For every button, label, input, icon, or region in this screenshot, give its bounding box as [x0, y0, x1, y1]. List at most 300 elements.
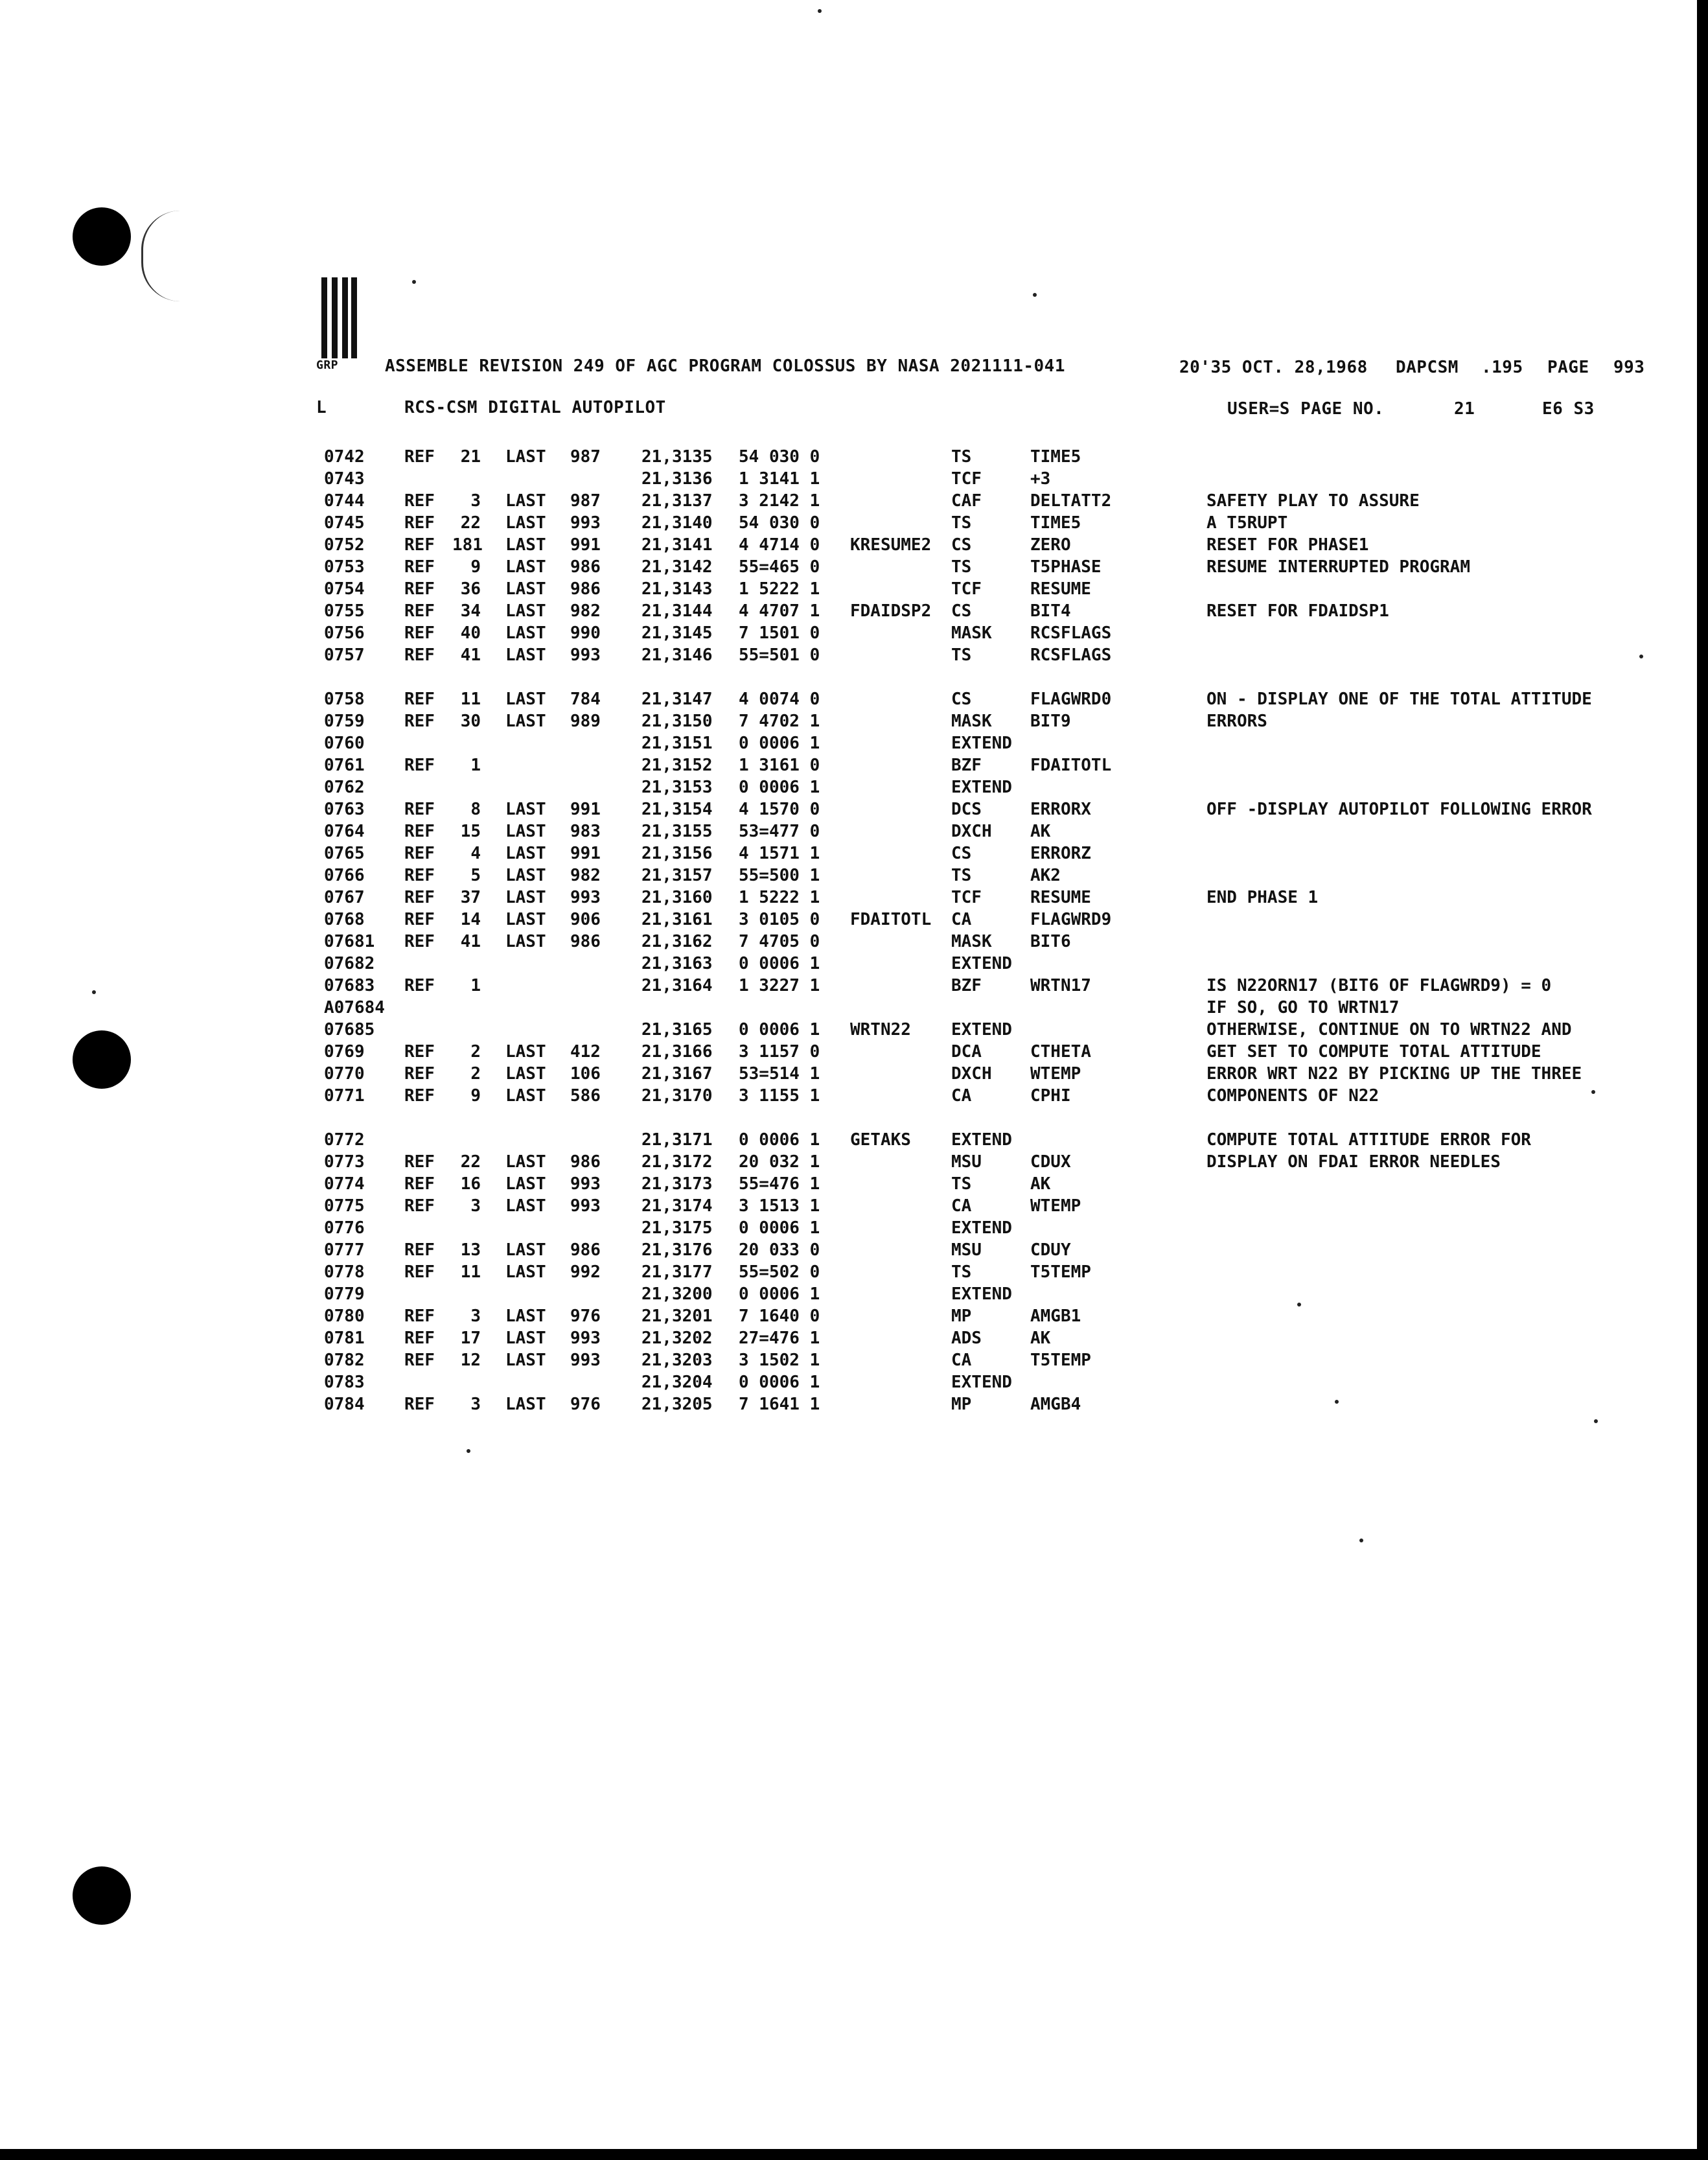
operand: RESUME — [1030, 579, 1091, 599]
ref-marker: REF — [404, 1174, 435, 1194]
octal-code: 0 0006 1 — [739, 954, 820, 973]
opcode: MP — [951, 1395, 972, 1414]
opcode: CS — [951, 690, 972, 709]
listing-row — [0, 1152, 1708, 1174]
header-build: .195 — [1481, 358, 1523, 377]
comment: RESET FOR FDAIDSP1 — [1206, 601, 1389, 621]
address: 21,3143 — [641, 579, 713, 599]
sequence-number: 0761 — [324, 756, 365, 775]
listing-row — [0, 1174, 1708, 1196]
opcode: EXTEND — [951, 954, 1012, 973]
opcode: EXTEND — [951, 1284, 1012, 1304]
section-prefix: L — [316, 398, 327, 417]
last-reference: 986 — [570, 932, 601, 951]
listing-row — [0, 579, 1708, 601]
sequence-number: 0744 — [324, 491, 365, 511]
last-reference: 987 — [570, 491, 601, 511]
opcode: CA — [951, 1086, 972, 1106]
ref-count: 13 — [460, 1240, 481, 1260]
sequence-number: 0774 — [324, 1174, 365, 1194]
sequence-number: 0778 — [324, 1262, 365, 1282]
address: 21,3177 — [641, 1262, 713, 1282]
opcode: MP — [951, 1306, 972, 1326]
last-marker: LAST — [505, 866, 546, 885]
octal-code: 0 0006 1 — [739, 1020, 820, 1039]
listing-row — [0, 1020, 1708, 1042]
comment: ERROR WRT N22 BY PICKING UP THE THREE — [1206, 1064, 1582, 1084]
ref-count: 12 — [460, 1351, 481, 1370]
address: 21,3204 — [641, 1373, 713, 1392]
octal-code: 7 4702 1 — [739, 712, 820, 731]
operand: FLAGWRD9 — [1030, 910, 1112, 929]
address: 21,3141 — [641, 535, 713, 555]
ref-marker: REF — [404, 1196, 435, 1216]
opcode: EXTEND — [951, 1218, 1012, 1238]
last-marker: LAST — [505, 690, 546, 709]
address: 21,3152 — [641, 756, 713, 775]
listing-row — [0, 469, 1708, 491]
ref-marker: REF — [404, 1262, 435, 1282]
octal-code: 1 5222 1 — [739, 888, 820, 907]
ref-count: 41 — [460, 645, 481, 665]
speck — [412, 280, 416, 284]
octal-code: 4 4707 1 — [739, 601, 820, 621]
ref-count: 4 — [470, 844, 481, 863]
ref-count: 3 — [470, 1306, 481, 1326]
address: 21,3172 — [641, 1152, 713, 1172]
opcode: MASK — [951, 932, 992, 951]
scan-edge-right — [1697, 0, 1708, 2160]
last-marker: LAST — [505, 1240, 546, 1260]
opcode: DCA — [951, 1042, 982, 1062]
address: 21,3167 — [641, 1064, 713, 1084]
ref-count: 3 — [470, 1395, 481, 1414]
listing-row — [0, 513, 1708, 535]
ref-marker: REF — [404, 800, 435, 819]
sequence-number: A07684 — [324, 998, 385, 1017]
octal-code: 1 3141 1 — [739, 469, 820, 489]
ref-marker: REF — [404, 910, 435, 929]
opcode: MASK — [951, 623, 992, 643]
octal-code: 3 0105 0 — [739, 910, 820, 929]
address: 21,3140 — [641, 513, 713, 533]
last-marker: LAST — [505, 1064, 546, 1084]
last-marker: LAST — [505, 1196, 546, 1216]
sequence-number: 07681 — [324, 932, 375, 951]
last-reference: 991 — [570, 535, 601, 555]
last-reference: 976 — [570, 1395, 601, 1414]
ref-marker: REF — [404, 844, 435, 863]
operand: AMGB4 — [1030, 1395, 1081, 1414]
opcode: TS — [951, 447, 972, 467]
address: 21,3144 — [641, 601, 713, 621]
octal-code: 0 0006 1 — [739, 1373, 820, 1392]
octal-code: 0 0006 1 — [739, 1284, 820, 1304]
opcode: MSU — [951, 1240, 982, 1260]
listing-row — [0, 1306, 1708, 1329]
listing-row — [0, 601, 1708, 623]
comment: IF SO, GO TO WRTN17 — [1206, 998, 1400, 1017]
opcode: CA — [951, 1196, 972, 1216]
operand: +3 — [1030, 469, 1051, 489]
address: 21,3163 — [641, 954, 713, 973]
ref-marker: REF — [404, 1306, 435, 1326]
last-reference: 784 — [570, 690, 601, 709]
octal-code: 55=500 1 — [739, 866, 820, 885]
sequence-number: 0765 — [324, 844, 365, 863]
operand: ERRORX — [1030, 800, 1091, 819]
operand: RCSFLAGS — [1030, 645, 1112, 665]
sequence-number: 0752 — [324, 535, 365, 555]
ref-marker: REF — [404, 888, 435, 907]
listing-row — [0, 932, 1708, 954]
ref-count: 3 — [470, 491, 481, 511]
ref-marker: REF — [404, 645, 435, 665]
octal-code: 1 5222 1 — [739, 579, 820, 599]
octal-code: 27=476 1 — [739, 1329, 820, 1348]
header-marker: GRP — [316, 358, 339, 372]
octal-code: 1 3227 1 — [739, 976, 820, 995]
ref-marker: REF — [404, 579, 435, 599]
address: 21,3146 — [641, 645, 713, 665]
sequence-number: 0757 — [324, 645, 365, 665]
opcode: ADS — [951, 1329, 982, 1348]
listing-row — [0, 888, 1708, 910]
operand: CTHETA — [1030, 1042, 1091, 1062]
address: 21,3160 — [641, 888, 713, 907]
opcode: EXTEND — [951, 734, 1012, 753]
octal-code: 7 1641 1 — [739, 1395, 820, 1414]
last-marker: LAST — [505, 1174, 546, 1194]
listing-row — [0, 844, 1708, 866]
sequence-number: 0759 — [324, 712, 365, 731]
listing-row — [0, 954, 1708, 976]
last-reference: 991 — [570, 800, 601, 819]
last-reference: 993 — [570, 1329, 601, 1348]
operand: T5TEMP — [1030, 1262, 1091, 1282]
comment: COMPONENTS OF N22 — [1206, 1086, 1379, 1106]
last-marker: LAST — [505, 1395, 546, 1414]
operand: AK — [1030, 1329, 1051, 1348]
opcode: DXCH — [951, 1064, 992, 1084]
last-reference: 993 — [570, 888, 601, 907]
address: 21,3153 — [641, 778, 713, 797]
octal-code: 0 0006 1 — [739, 778, 820, 797]
ref-marker: REF — [404, 491, 435, 511]
octal-code: 1 3161 0 — [739, 756, 820, 775]
last-reference: 991 — [570, 844, 601, 863]
ref-marker: REF — [404, 1329, 435, 1348]
listing-row — [0, 976, 1708, 998]
listing-row — [0, 712, 1708, 734]
address: 21,3170 — [641, 1086, 713, 1106]
last-marker: LAST — [505, 712, 546, 731]
last-reference: 983 — [570, 822, 601, 841]
header-datetime: 20'35 OCT. 28,1968 — [1179, 358, 1368, 377]
last-marker: LAST — [505, 535, 546, 555]
sequence-number: 0779 — [324, 1284, 365, 1304]
last-marker: LAST — [505, 1306, 546, 1326]
listing-row — [0, 778, 1708, 800]
operand: FLAGWRD0 — [1030, 690, 1112, 709]
ref-count: 22 — [460, 513, 481, 533]
last-marker: LAST — [505, 645, 546, 665]
last-reference: 989 — [570, 712, 601, 731]
listing-row — [0, 866, 1708, 888]
address: 21,3135 — [641, 447, 713, 467]
ref-count: 16 — [460, 1174, 481, 1194]
ref-count: 36 — [460, 579, 481, 599]
address: 21,3137 — [641, 491, 713, 511]
listing-row — [0, 822, 1708, 844]
last-reference: 106 — [570, 1064, 601, 1084]
address: 21,3173 — [641, 1174, 713, 1194]
ref-marker: REF — [404, 866, 435, 885]
ref-count: 1 — [470, 756, 481, 775]
address: 21,3203 — [641, 1351, 713, 1370]
ref-marker: REF — [404, 690, 435, 709]
last-reference: 986 — [570, 1240, 601, 1260]
ref-marker: REF — [404, 623, 435, 643]
comment: RESUME INTERRUPTED PROGRAM — [1206, 557, 1470, 577]
label: FDAIDSP2 — [850, 601, 932, 621]
address: 21,3150 — [641, 712, 713, 731]
octal-code: 4 1570 0 — [739, 800, 820, 819]
ref-marker: REF — [404, 932, 435, 951]
octal-code: 0 0006 1 — [739, 1130, 820, 1150]
ref-marker: REF — [404, 535, 435, 555]
operand: WRTN17 — [1030, 976, 1091, 995]
octal-code: 4 1571 1 — [739, 844, 820, 863]
last-marker: LAST — [505, 932, 546, 951]
sequence-number: 0784 — [324, 1395, 365, 1414]
listing-row — [0, 734, 1708, 756]
sequence-number: 0767 — [324, 888, 365, 907]
address: 21,3164 — [641, 976, 713, 995]
opcode: BZF — [951, 756, 982, 775]
address: 21,3161 — [641, 910, 713, 929]
sequence-number: 0753 — [324, 557, 365, 577]
octal-code: 3 1502 1 — [739, 1351, 820, 1370]
last-reference: 586 — [570, 1086, 601, 1106]
octal-code: 53=514 1 — [739, 1064, 820, 1084]
octal-code: 55=501 0 — [739, 645, 820, 665]
sequence-number: 0777 — [324, 1240, 365, 1260]
header-title: ASSEMBLE REVISION 249 OF AGC PROGRAM COLOSSUS BY NASA 2021111-041 — [385, 356, 1065, 376]
octal-code: 7 1640 0 — [739, 1306, 820, 1326]
speck — [818, 9, 822, 13]
ref-count: 30 — [460, 712, 481, 731]
opcode: CAF — [951, 491, 982, 511]
punch-hole-bottom — [73, 1866, 131, 1925]
last-reference: 993 — [570, 1174, 601, 1194]
operand: AK — [1030, 822, 1051, 841]
ref-marker: REF — [404, 1152, 435, 1172]
listing-row — [0, 1218, 1708, 1240]
listing-row — [0, 1262, 1708, 1284]
last-reference: 993 — [570, 1196, 601, 1216]
last-marker: LAST — [505, 822, 546, 841]
listing-row — [0, 800, 1708, 822]
octal-code: 55=476 1 — [739, 1174, 820, 1194]
scan-edge-bottom — [0, 2149, 1708, 2160]
comment: ON - DISPLAY ONE OF THE TOTAL ATTITUDE — [1206, 690, 1592, 709]
speck — [1591, 1090, 1595, 1094]
ref-count: 8 — [470, 800, 481, 819]
last-reference: 990 — [570, 623, 601, 643]
sequence-number: 0760 — [324, 734, 365, 753]
listing-row — [0, 491, 1708, 513]
listing — [0, 447, 1708, 1417]
last-reference: 976 — [570, 1306, 601, 1326]
sequence-number: 0743 — [324, 469, 365, 489]
operand: AMGB1 — [1030, 1306, 1081, 1326]
last-marker: LAST — [505, 513, 546, 533]
ref-count: 14 — [460, 910, 481, 929]
ref-marker: REF — [404, 822, 435, 841]
last-reference: 986 — [570, 1152, 601, 1172]
last-marker: LAST — [505, 1042, 546, 1062]
sequence-number: 0766 — [324, 866, 365, 885]
last-reference: 412 — [570, 1042, 601, 1062]
listing-row — [0, 1196, 1708, 1218]
octal-code: 54 030 0 — [739, 447, 820, 467]
speck — [1594, 1419, 1598, 1423]
code-reference: E6 S3 — [1542, 399, 1595, 419]
opcode: EXTEND — [951, 1373, 1012, 1392]
sequence-number: 0769 — [324, 1042, 365, 1062]
operand: CDUY — [1030, 1240, 1071, 1260]
operand: ZERO — [1030, 535, 1071, 555]
octal-code: 3 1513 1 — [739, 1196, 820, 1216]
ref-marker: REF — [404, 1064, 435, 1084]
ref-count: 1 — [470, 976, 481, 995]
listing-row — [0, 1395, 1708, 1417]
address: 21,3202 — [641, 1329, 713, 1348]
address: 21,3147 — [641, 690, 713, 709]
last-marker: LAST — [505, 1262, 546, 1282]
speck — [92, 990, 96, 994]
ref-count: 181 — [452, 535, 483, 555]
label: FDAITOTL — [850, 910, 932, 929]
ref-count: 22 — [460, 1152, 481, 1172]
listing-row — [0, 1373, 1708, 1395]
ref-marker: REF — [404, 712, 435, 731]
sequence-number: 0773 — [324, 1152, 365, 1172]
ref-count: 9 — [470, 557, 481, 577]
address: 21,3145 — [641, 623, 713, 643]
header-program: DAPCSM — [1396, 358, 1459, 377]
opcode: TS — [951, 866, 972, 885]
listing-row — [0, 1064, 1708, 1086]
listing-row — [0, 535, 1708, 557]
address: 21,3154 — [641, 800, 713, 819]
sequence-number: 0742 — [324, 447, 365, 467]
sequence-number: 0776 — [324, 1218, 365, 1238]
listing-row — [0, 623, 1708, 645]
last-marker: LAST — [505, 1351, 546, 1370]
opcode: DCS — [951, 800, 982, 819]
opcode: CS — [951, 601, 972, 621]
label: KRESUME2 — [850, 535, 932, 555]
opcode: TCF — [951, 579, 982, 599]
sequence-number: 0763 — [324, 800, 365, 819]
sequence-number: 0755 — [324, 601, 365, 621]
last-marker: LAST — [505, 601, 546, 621]
operand: T5PHASE — [1030, 557, 1102, 577]
address: 21,3176 — [641, 1240, 713, 1260]
address: 21,3175 — [641, 1218, 713, 1238]
address: 21,3165 — [641, 1020, 713, 1039]
operand: T5TEMP — [1030, 1351, 1091, 1370]
octal-code: 7 4705 0 — [739, 932, 820, 951]
comment: GET SET TO COMPUTE TOTAL ATTITUDE — [1206, 1042, 1541, 1062]
ref-count: 40 — [460, 623, 481, 643]
listing-row — [0, 447, 1708, 469]
last-marker: LAST — [505, 491, 546, 511]
ref-marker: REF — [404, 557, 435, 577]
ref-count: 5 — [470, 866, 481, 885]
user-page-number: 21 — [1454, 399, 1475, 419]
opcode: EXTEND — [951, 1130, 1012, 1150]
ref-marker: REF — [404, 1086, 435, 1106]
last-reference: 987 — [570, 447, 601, 467]
octal-code: 0 0006 1 — [739, 1218, 820, 1238]
last-marker: LAST — [505, 623, 546, 643]
sequence-number: 0758 — [324, 690, 365, 709]
octal-code: 53=477 0 — [739, 822, 820, 841]
comment: END PHASE 1 — [1206, 888, 1319, 907]
address: 21,3174 — [641, 1196, 713, 1216]
speck — [1639, 655, 1643, 658]
sequence-number: 0782 — [324, 1351, 365, 1370]
operand: TIME5 — [1030, 447, 1081, 467]
octal-code: 20 033 0 — [739, 1240, 820, 1260]
opcode: CA — [951, 910, 972, 929]
ref-marker: REF — [404, 756, 435, 775]
operand: WTEMP — [1030, 1196, 1081, 1216]
last-reference: 906 — [570, 910, 601, 929]
last-reference: 982 — [570, 866, 601, 885]
address: 21,3156 — [641, 844, 713, 863]
operand: BIT4 — [1030, 601, 1071, 621]
octal-code: 4 0074 0 — [739, 690, 820, 709]
sequence-number: 0771 — [324, 1086, 365, 1106]
opcode: MSU — [951, 1152, 982, 1172]
ref-marker: REF — [404, 513, 435, 533]
octal-code: 0 0006 1 — [739, 734, 820, 753]
section-title: RCS-CSM DIGITAL AUTOPILOT — [404, 398, 666, 417]
ref-count: 2 — [470, 1042, 481, 1062]
operand: BIT6 — [1030, 932, 1071, 951]
ref-marker: REF — [404, 976, 435, 995]
last-marker: LAST — [505, 447, 546, 467]
operand: BIT9 — [1030, 712, 1071, 731]
octal-code: 54 030 0 — [739, 513, 820, 533]
last-marker: LAST — [505, 888, 546, 907]
sequence-number: 0775 — [324, 1196, 365, 1216]
last-marker: LAST — [505, 844, 546, 863]
ref-count: 3 — [470, 1196, 481, 1216]
opcode: CS — [951, 535, 972, 555]
ref-count: 15 — [460, 822, 481, 841]
ref-count: 11 — [460, 690, 481, 709]
operand: FDAITOTL — [1030, 756, 1112, 775]
last-reference: 986 — [570, 579, 601, 599]
last-reference: 993 — [570, 513, 601, 533]
last-marker: LAST — [505, 557, 546, 577]
ref-count: 41 — [460, 932, 481, 951]
